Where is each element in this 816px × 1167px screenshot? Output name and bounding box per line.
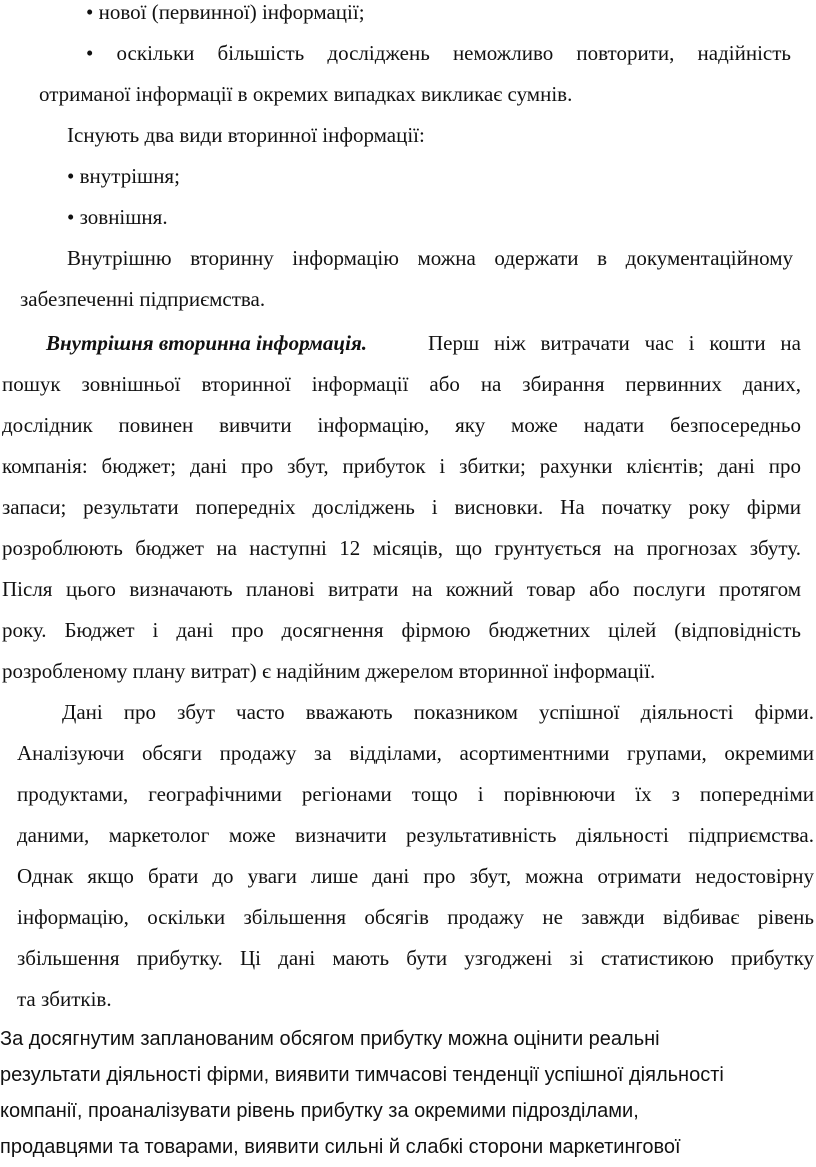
profit-line-1: За досягнутим запланованим обсягом прибутку можна оцінити реальні — [0, 1028, 660, 1050]
section-line-6: розроблюють бюджет на наступні 12 місяців, що грунтується на прогнозах збуту. — [2, 536, 801, 560]
sales-line-5: Однак якщо брати до уваги лише дані про збут, можна отримати недостовірну — [17, 864, 814, 888]
type-external: • зовнішня. — [67, 205, 168, 229]
internal-source-line1: Внутрішню вторинну інформацію можна одержати в документаційному — [67, 246, 793, 270]
sales-line-2: Аналізуючи обсяги продажу за відділами, асортиментними групами, окремими — [17, 741, 814, 765]
bullet-reliability: • оскільки більшість досліджень неможливо повторити, надійність — [86, 41, 791, 65]
types-intro: Існують два види вторинної інформації: — [67, 123, 425, 147]
section-line-9: розробленому плану витрат) є надійним джерелом вторинної інформації. — [2, 659, 656, 683]
bullet-reliability-cont: отриманої інформації в окремих випадках викликає сумнів. — [39, 82, 573, 106]
sales-line-1: Дані про збут часто вважають показником успішної діяльності фірми. — [62, 700, 814, 724]
section-line-8: року. Бюджет і дані про досягнення фірмою бюджетних цілей (відповідність — [2, 618, 801, 642]
section-line-1: Перш ніж витрачати час і кошти на — [428, 331, 801, 355]
sales-line-4: даними, маркетолог може визначити результативність діяльності підприємства. — [17, 823, 814, 847]
section-heading: Внутрішня вторинна інформація. — [46, 331, 368, 355]
sales-line-8: та збитків. — [17, 987, 112, 1011]
type-internal: • внутрішня; — [67, 164, 180, 188]
sales-line-7: збільшення прибутку. Ці дані мають бути узгоджені зі статистикою прибутку — [17, 946, 814, 970]
profit-line-2: результати діяльності фірми, виявити тимчасові тенденції успішної діяльності — [0, 1064, 724, 1086]
profit-line-3: компанії, проаналізувати рівень прибутку за окремими підрозділами, — [0, 1100, 639, 1122]
sales-line-3: продуктами, географічними регіонами тощо і порівнюючи їх з попередніми — [17, 782, 814, 806]
section-line-4: компанія: бюджет; дані про збут, прибуток і збитки; рахунки клієнтів; дані про — [2, 454, 801, 478]
section-line-2: пошук зовнішньої вторинної інформації або на збирання первинних даних, — [2, 372, 801, 396]
profit-line-4: продавцями та товарами, виявити сильні й слабкі сторони маркетингової — [0, 1136, 681, 1158]
internal-source-line2: забезпеченні підприємства. — [20, 287, 266, 311]
section-line-7: Після цього визначають планові витрати на кожний товар або послуги протягом — [2, 577, 801, 601]
section-line-3: дослідник повинен вивчити інформацію, яку може надати безпосередньо — [2, 413, 801, 437]
section-line-5: запаси; результати попередніх досліджень і висновки. На початку року фірми — [2, 495, 801, 519]
bullet-new-info: • нової (первинної) інформації; — [86, 0, 365, 24]
sales-line-6: інформацію, оскільки збільшення обсягів продажу не завжди відбиває рівень — [17, 905, 814, 929]
